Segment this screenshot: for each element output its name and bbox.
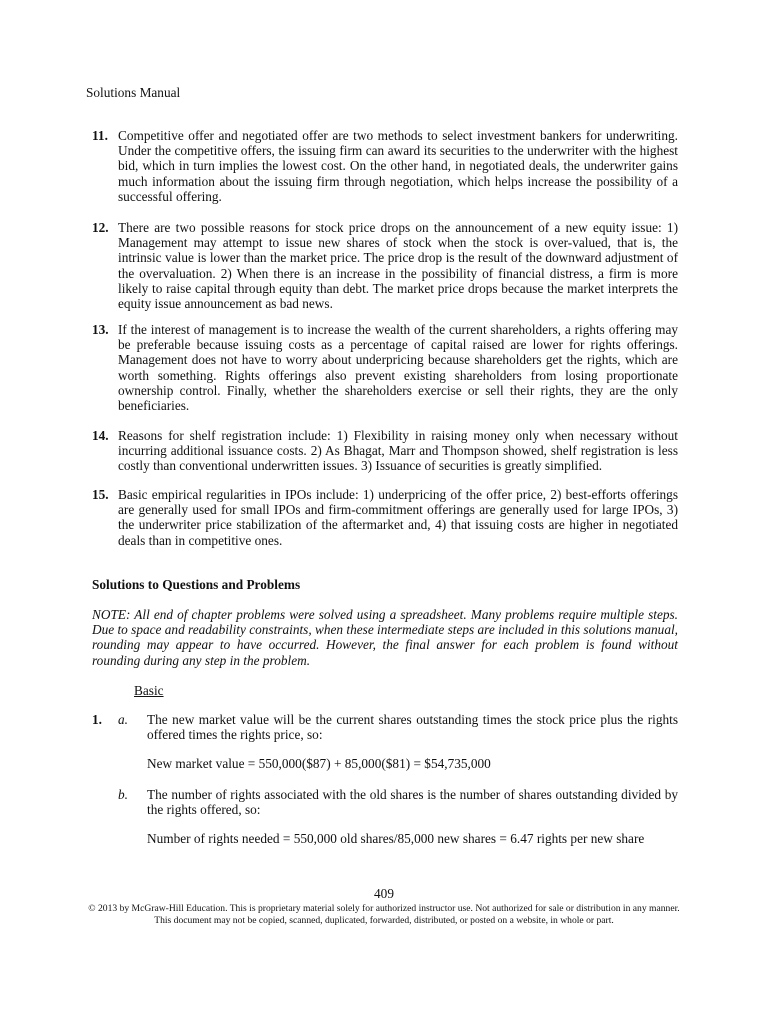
concept-item-12 [92, 220, 678, 311]
basic-label: Basic [134, 683, 164, 698]
problem-1a [92, 712, 678, 742]
equation-rights-needed: Number of rights needed = 550,000 old shares/85,000 new shares = 6.47 rights per new share [147, 831, 645, 846]
item-number: 14. [92, 428, 109, 443]
page-number: 409 [374, 886, 394, 901]
part-letter: b. [118, 787, 128, 802]
item-text: Competitive offer and negotiated offer are two methods to select investment bankers for underwriting. Under the competitive offers, the issuing firm can award its securities to the underwriter with the highest bid, which in turn implies the lowest cost. On the other hand, in negotiated deals, the underwriter gains much information about the issuing firm through negotiation, which helps increase the possibility of a successful offering. [118, 128, 678, 204]
part-text: The number of rights associated with the old shares is the number of shares outstanding divided by the rights offered, so: [147, 787, 678, 818]
item-number: 13. [92, 322, 109, 337]
item-number: 11. [92, 128, 108, 143]
note-paragraph: NOTE: All end of chapter problems were solved using a spreadsheet. Many problems require multiple steps. Due to space and readability constraints, when these intermediate steps are included in this solutions manual, rounding may appear to have occurred. However, the final answer for each problem is found without rounding during any step in the problem. [92, 607, 678, 668]
equation-new-market-value: New market value = 550,000($87) + 85,000($81) = $54,735,000 [147, 756, 491, 771]
part-letter: a. [118, 712, 128, 727]
part-text: The new market value will be the current shares outstanding times the stock price plus the rights offered times the rights price, so: [147, 712, 678, 743]
item-text: Basic empirical regularities in IPOs include: 1) underpricing of the offer price, 2) best-efforts offerings are generally used for small IPOs and firm-commitment offerings are generally used for large IPOs, 3) the underwriter price stabilization of the aftermarket and, 4) that issuing costs are higher in negotiated deals than in competitive ones. [118, 487, 678, 548]
problem-1b [92, 787, 678, 817]
running-header: Solutions Manual [86, 85, 181, 100]
concept-item-11 [92, 128, 678, 204]
problem-number: 1. [92, 712, 102, 727]
copyright-footer: © 2013 by McGraw-Hill Education. This is proprietary material solely for authorized instructor use. Not authorized for sale or distribution in any manner. This document may not be copied, scanned, duplicated, forwarded, distributed, or posted on a website, in whole or part. [88, 903, 680, 926]
item-number: 15. [92, 487, 109, 502]
item-text: There are two possible reasons for stock price drops on the announcement of a new equity issue: 1) Management may attempt to issue new shares of stock when the stock is over-valued, that is, the intrinsic value is lower than the market price. The price drop is the result of the downward adjustment of the overvaluation. 2) When there is an increase in the possibility of financial distress, a firm is more likely to raise capital through equity than debt. The market price drops because the market interprets the equity issue announcement as bad news. [118, 220, 678, 312]
concept-item-15 [92, 487, 678, 548]
concept-item-13 [92, 322, 678, 413]
item-text: If the interest of management is to increase the wealth of the current shareholders, a rights offering may be preferable because issuing costs as a percentage of capital raised are lower for rights offerings. Management does not have to worry about underpricing because shareholders get the rights, which are worth something. Rights offerings also prevent existing shareholders from losing proportionate ownership control. Finally, whether the shareholders exercise or sell their rights, they are the only beneficiaries. [118, 322, 678, 414]
concept-item-14 [92, 428, 678, 474]
item-number: 12. [92, 220, 109, 235]
section-heading: Solutions to Questions and Problems [92, 577, 301, 592]
item-text: Reasons for shelf registration include: 1) Flexibility in raising money only when necessary without incurring additional issuance costs. 2) As Bhagat, Marr and Thompson showed, shelf registration is less costly than conventional underwritten issues. 3) Issuance of securities is greatly simplified. [118, 428, 678, 474]
